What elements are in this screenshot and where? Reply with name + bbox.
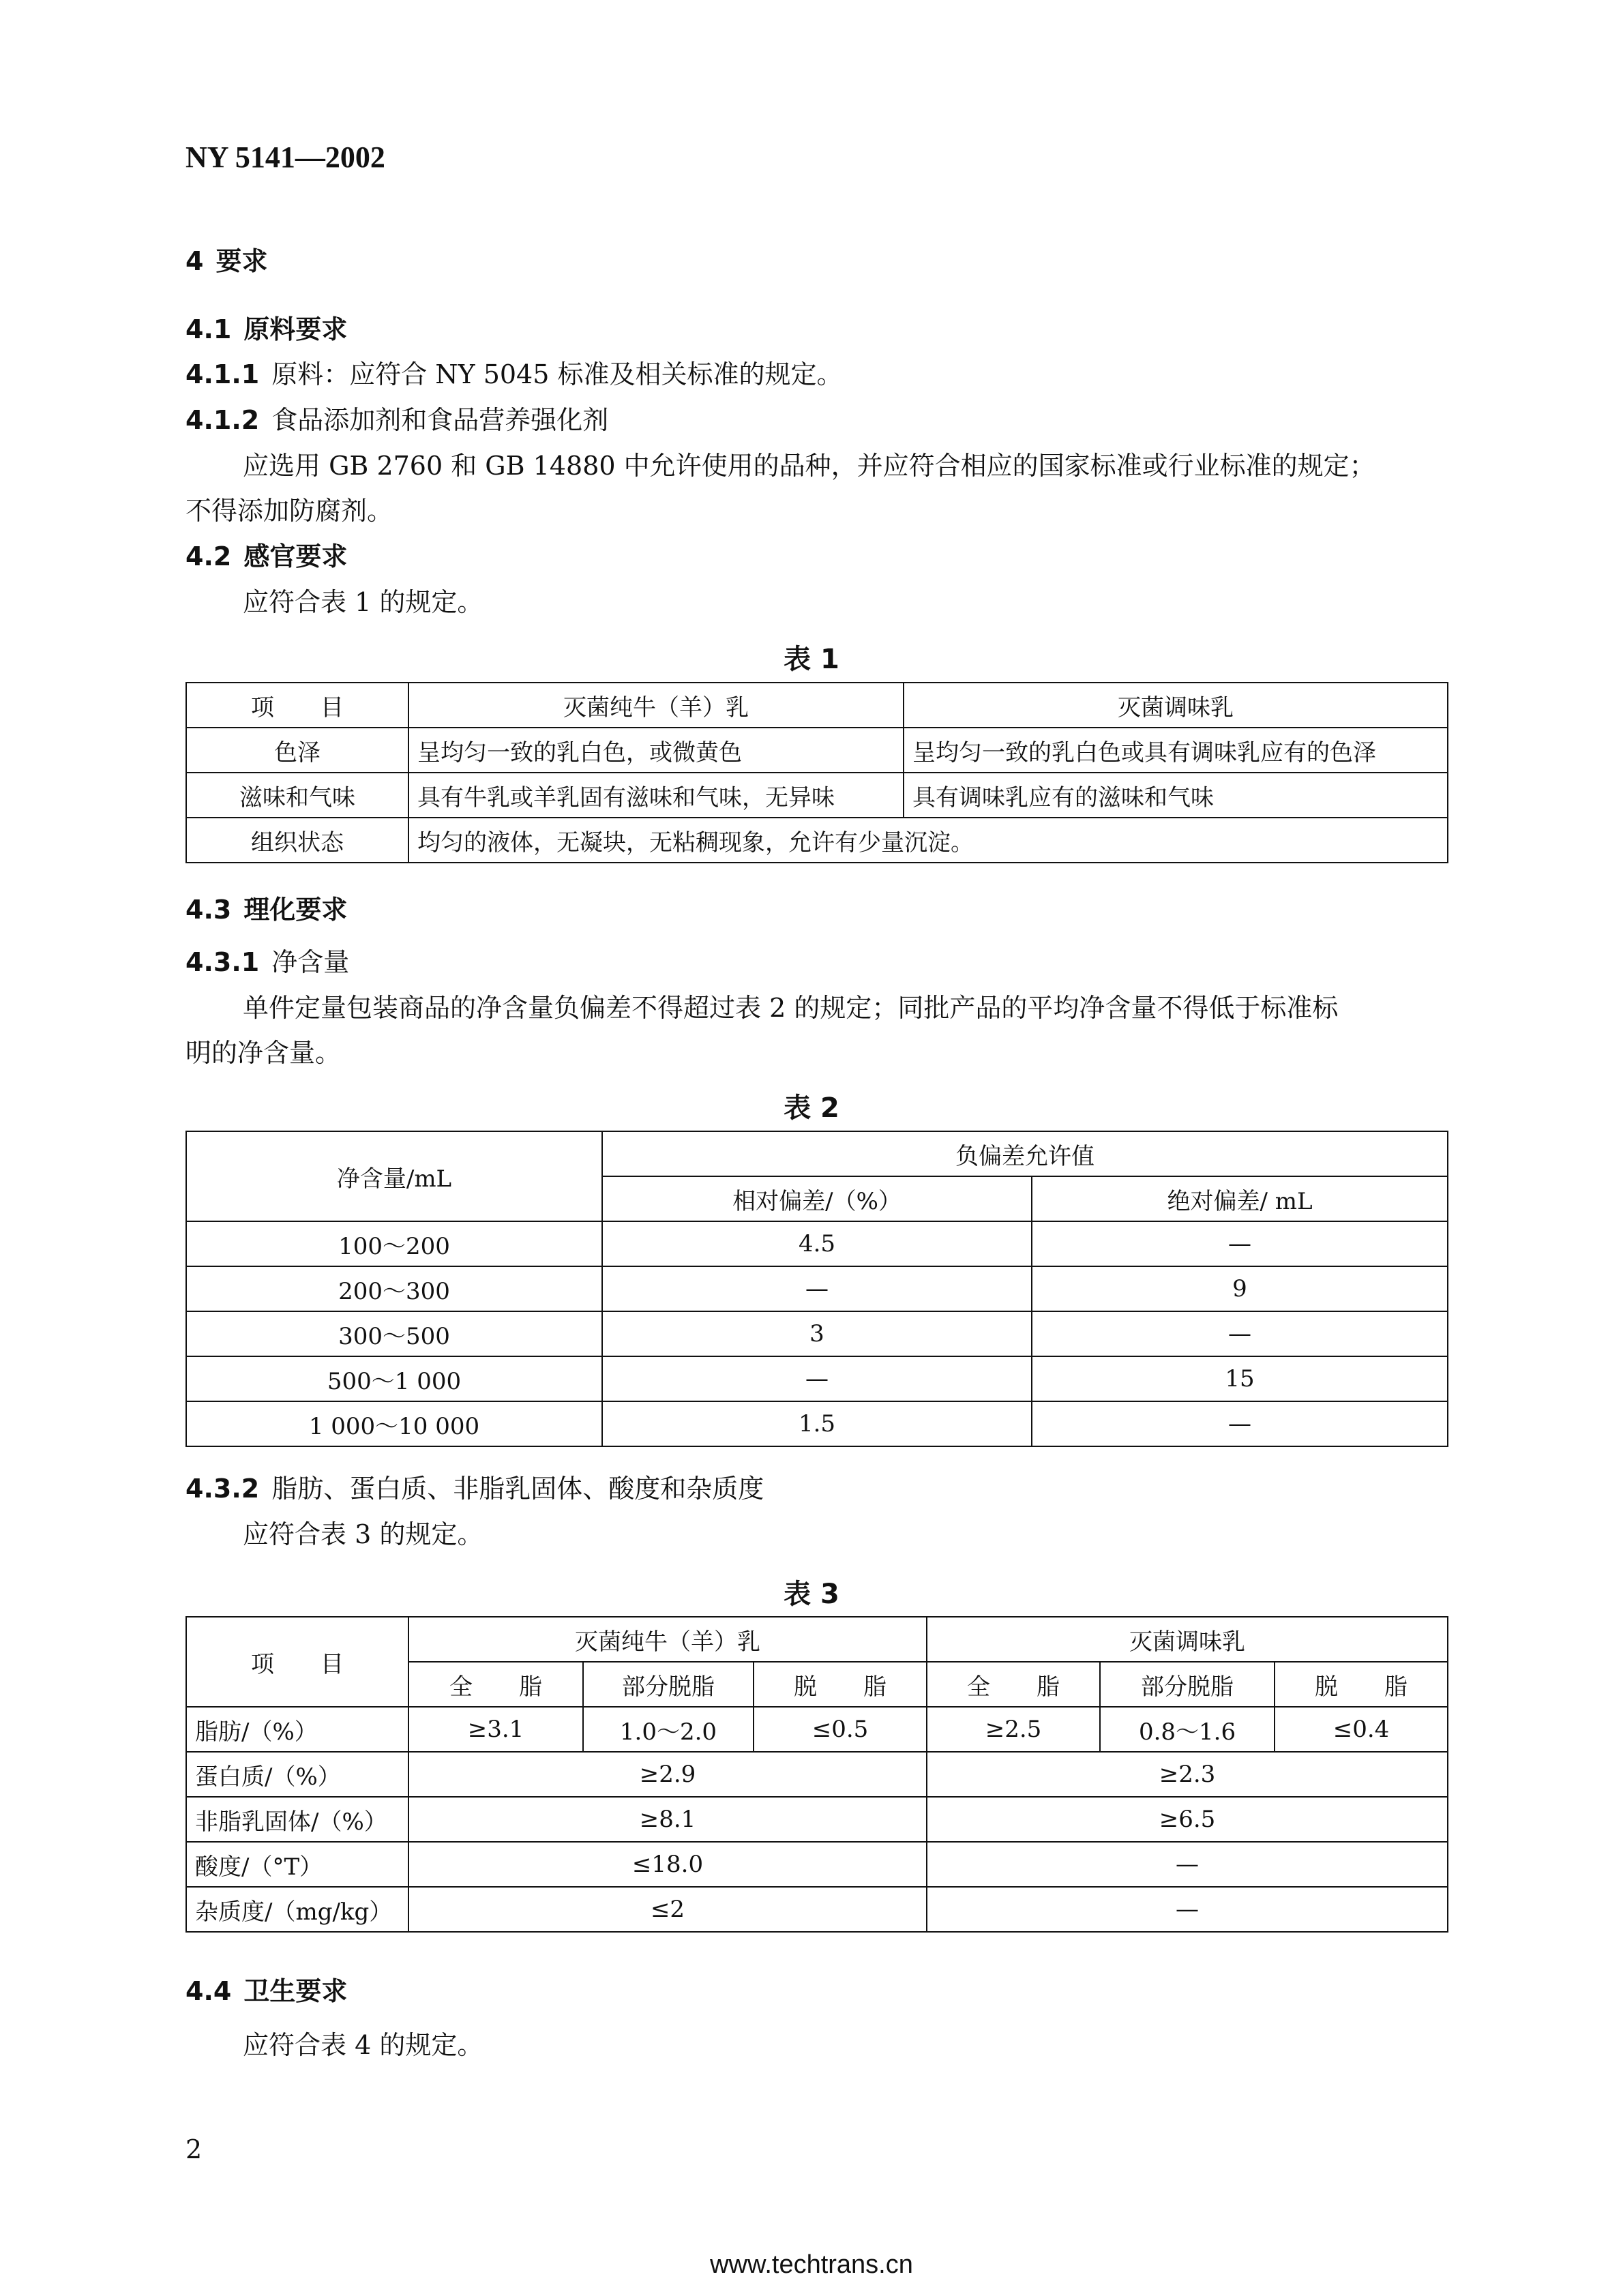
- clause-4-1-1: [185, 353, 843, 391]
- table-cell: 具有牛乳或羊乳固有滋味和气味，无异味: [408, 773, 904, 818]
- section-4-heading: [185, 240, 267, 278]
- table-cell: ≥6.5: [927, 1797, 1448, 1842]
- page-number: 2: [185, 2134, 203, 2164]
- table-cell: —: [602, 1266, 1032, 1311]
- table-cell: 非脂乳固体/（%）: [186, 1797, 408, 1842]
- table-row: [186, 1266, 1448, 1311]
- section-number: 4.1: [185, 314, 232, 344]
- section-4-4-heading: [185, 1970, 347, 2008]
- table-cell: 500～1 000: [186, 1356, 602, 1401]
- table-cell: 15: [1032, 1356, 1448, 1401]
- clause-text: 原料：应符合 NY 5045 标准及相关标准的规定。: [271, 359, 843, 389]
- paragraph: 不得添加防腐剂。: [185, 496, 393, 526]
- table-cell: ≥2.5: [927, 1707, 1100, 1752]
- paragraph: 应符合表 4 的规定。: [243, 2030, 483, 2060]
- table-cell: ≤2: [408, 1887, 927, 1932]
- table-row: [186, 1842, 1448, 1887]
- section-title: 理化要求: [243, 895, 348, 925]
- table-header-row: [186, 683, 1448, 728]
- section-title: 原料要求: [243, 314, 348, 344]
- table-row: [186, 1356, 1448, 1401]
- table-cell: 1.5: [602, 1401, 1032, 1446]
- table-cell: —: [602, 1356, 1032, 1401]
- table-cell: 1 000～10 000: [186, 1401, 602, 1446]
- clause-number: 4.1.2: [185, 405, 260, 435]
- table-row: [186, 1221, 1448, 1266]
- table-cell: —: [927, 1842, 1448, 1887]
- table-cell: 9: [1032, 1266, 1448, 1311]
- table-cell: —: [1032, 1221, 1448, 1266]
- table-cell: 均匀的液体，无凝块，无粘稠现象，允许有少量沉淀。: [408, 818, 1448, 863]
- clause-4-1-2: [185, 399, 608, 436]
- table-row: [186, 1797, 1448, 1842]
- table-cell: 200～300: [186, 1266, 602, 1311]
- table-cell: 脂肪/（%）: [186, 1707, 408, 1752]
- table-header-row: [186, 1617, 1448, 1662]
- header-cell: 全 脂: [927, 1662, 1100, 1707]
- table-cell: —: [1032, 1311, 1448, 1356]
- header-cell: 负偏差允许值: [602, 1131, 1448, 1176]
- table-3-caption: 表 3: [784, 1579, 839, 1610]
- table-cell: 酸度/（°T）: [186, 1842, 408, 1887]
- header-cell: 绝对偏差/ mL: [1032, 1176, 1448, 1221]
- section-number: 4.2: [185, 541, 232, 571]
- table-cell: 蛋白质/（%）: [186, 1752, 408, 1797]
- table-3: [185, 1616, 1448, 1933]
- clause-text: 净含量: [271, 947, 350, 977]
- table-cell: 3: [602, 1311, 1032, 1356]
- clause-number: 4.3.1: [185, 947, 260, 977]
- table-1-caption: 表 1: [784, 644, 839, 675]
- table-row: [186, 773, 1448, 818]
- table-cell: —: [1032, 1401, 1448, 1446]
- table-cell: 100～200: [186, 1221, 602, 1266]
- header-cell: 净含量/mL: [186, 1131, 602, 1221]
- header-cell: 灭菌调味乳: [904, 683, 1448, 728]
- section-number: 4: [185, 246, 204, 276]
- table-cell: 色泽: [186, 728, 408, 773]
- section-title: 要求: [215, 246, 268, 276]
- clause-4-3-1: [185, 941, 349, 979]
- paragraph: 单件定量包装商品的净含量负偏差不得超过表 2 的规定；同批产品的平均净含量不得低于标准标: [243, 993, 1339, 1023]
- header-cell: 脱 脂: [1275, 1662, 1448, 1707]
- table-cell: 呈均匀一致的乳白色或具有调味乳应有的色泽: [904, 728, 1448, 773]
- paragraph: 应符合表 1 的规定。: [243, 587, 483, 617]
- clause-4-3-2: [185, 1467, 764, 1505]
- table-cell: 4.5: [602, 1221, 1032, 1266]
- clause-text: 脂肪、蛋白质、非脂乳固体、酸度和杂质度: [271, 1474, 764, 1504]
- header-cell: 脱 脂: [754, 1662, 927, 1707]
- section-4-2-heading: [185, 535, 347, 573]
- table-row: [186, 728, 1448, 773]
- table-row: [186, 1311, 1448, 1356]
- table-cell: —: [927, 1887, 1448, 1932]
- table-cell: ≤18.0: [408, 1842, 927, 1887]
- footer-website: www.techtrans.cn: [710, 2250, 913, 2279]
- table-cell: 组织状态: [186, 818, 408, 863]
- header-cell: 灭菌纯牛（羊）乳: [408, 683, 904, 728]
- table-cell: ≤0.4: [1275, 1707, 1448, 1752]
- section-number: 4.3: [185, 895, 232, 925]
- header-cell: 项 目: [186, 683, 408, 728]
- section-4-1-heading: [185, 308, 347, 346]
- table-cell: ≤0.5: [754, 1707, 927, 1752]
- table-cell: 呈均匀一致的乳白色，或微黄色: [408, 728, 904, 773]
- header-cell: 灭菌纯牛（羊）乳: [408, 1617, 927, 1662]
- paragraph: 明的净含量。: [185, 1038, 342, 1068]
- table-cell: 300～500: [186, 1311, 602, 1356]
- section-number: 4.4: [185, 1976, 232, 2006]
- table-row: [186, 1752, 1448, 1797]
- table-2-caption: 表 2: [784, 1092, 839, 1124]
- section-title: 感官要求: [243, 541, 348, 571]
- paragraph: 应符合表 3 的规定。: [243, 1519, 483, 1549]
- clause-number: 4.1.1: [185, 359, 260, 389]
- table-row: [186, 818, 1448, 863]
- table-cell: 1.0～2.0: [583, 1707, 754, 1752]
- table-cell: 具有调味乳应有的滋味和气味: [904, 773, 1448, 818]
- table-row: [186, 1401, 1448, 1446]
- header-cell: 项 目: [186, 1617, 408, 1707]
- table-header-row: [186, 1131, 1448, 1176]
- table-1: [185, 682, 1448, 863]
- section-4-3-heading: [185, 889, 347, 926]
- header-cell: 部分脱脂: [583, 1662, 754, 1707]
- clause-text: 食品添加剂和食品营养强化剂: [271, 405, 609, 435]
- paragraph: 应选用 GB 2760 和 GB 14880 中允许使用的品种，并应符合相应的国家标准或行业标准的规定；: [243, 451, 1375, 481]
- header-cell: 灭菌调味乳: [927, 1617, 1448, 1662]
- table-cell: ≥2.9: [408, 1752, 927, 1797]
- table-cell: 杂质度/（mg/kg）: [186, 1887, 408, 1932]
- table-2: [185, 1131, 1448, 1447]
- header-cell: 部分脱脂: [1100, 1662, 1275, 1707]
- clause-number: 4.3.2: [185, 1474, 260, 1504]
- table-cell: 滋味和气味: [186, 773, 408, 818]
- table-row: [186, 1707, 1448, 1752]
- header-cell: 全 脂: [408, 1662, 583, 1707]
- header-cell: 相对偏差/（%）: [602, 1176, 1032, 1221]
- table-cell: ≥3.1: [408, 1707, 583, 1752]
- table-cell: ≥2.3: [927, 1752, 1448, 1797]
- section-title: 卫生要求: [243, 1976, 348, 2006]
- document-id: NY 5141—2002: [185, 140, 385, 174]
- table-cell: ≥8.1: [408, 1797, 927, 1842]
- table-row: [186, 1887, 1448, 1932]
- table-cell: 0.8～1.6: [1100, 1707, 1275, 1752]
